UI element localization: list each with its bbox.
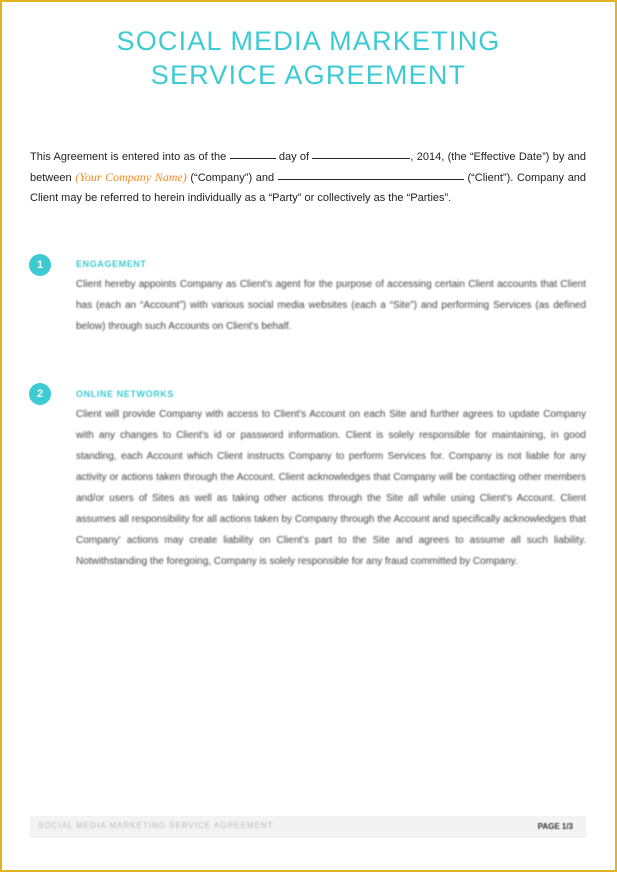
intro-paragraph — [30, 147, 586, 208]
blank-day-field[interactable] — [230, 149, 276, 159]
document-title-line-1: SOCIAL MEDIA MARKETING — [116, 26, 501, 56]
footer-page-number: PAGE 1/3 — [537, 822, 573, 831]
intro-text-2: day of — [278, 151, 310, 163]
blank-client-field[interactable] — [278, 170, 464, 180]
intro-text-5: (“Client”). Company and Client may be referred to herein individually as a “Party” or collectively as the “Parties”. — [30, 172, 587, 204]
document-title-line-2: SERVICE AGREEMENT — [150, 60, 467, 90]
section-2-number-badge: 2 — [29, 383, 51, 405]
section-2-body: Client will provide Company with access to Client's Account on each Site and further agrees to update Company with any changes to Client's id or password information. Client is solely responsible for maintaining, in good standing, each Account which Client instructs Company to perform Services for. Company is not liable for any activity or actions taken through the Account. Client acknowledges that Company will be contacting other members and/or users of Sites as well as taking other actions through the Site all while using Client's Account. Client assumes all responsibility for all actions taken by Company through the Account and specifically acknowledges that Company' actions may create liability on Client's part to the Site and agrees to assume all such liability. Notwithstanding the foregoing, Company is solely responsible for any fraud committed by Company. — [76, 409, 586, 567]
section-1-heading: ENGAGEMENT — [76, 259, 147, 269]
intro-text-1: This Agreement is entered into as of the — [30, 151, 227, 163]
intro-text-4: (“Company”) and — [190, 172, 275, 184]
intro-text-3: , 2014, (the “Effective Date”) by and between — [30, 151, 586, 184]
section-1-body: Client hereby appoints Company as Client's agent for the purpose of accessing certain Client accounts that Client has (each an “Account”) with various social media websites (each a “Site”) and performing Services (as defined below) through such Accounts on Client's behalf. — [76, 279, 586, 332]
footer-document-title: SOCIAL MEDIA MARKETING SERVICE AGREEMENT — [38, 821, 274, 830]
section-1-number-badge: 1 — [29, 254, 51, 276]
blank-month-field[interactable] — [312, 149, 410, 159]
company-name-placeholder[interactable]: (Your Company Name) — [75, 170, 187, 184]
section-2-heading: ONLINE NETWORKS — [76, 389, 174, 399]
